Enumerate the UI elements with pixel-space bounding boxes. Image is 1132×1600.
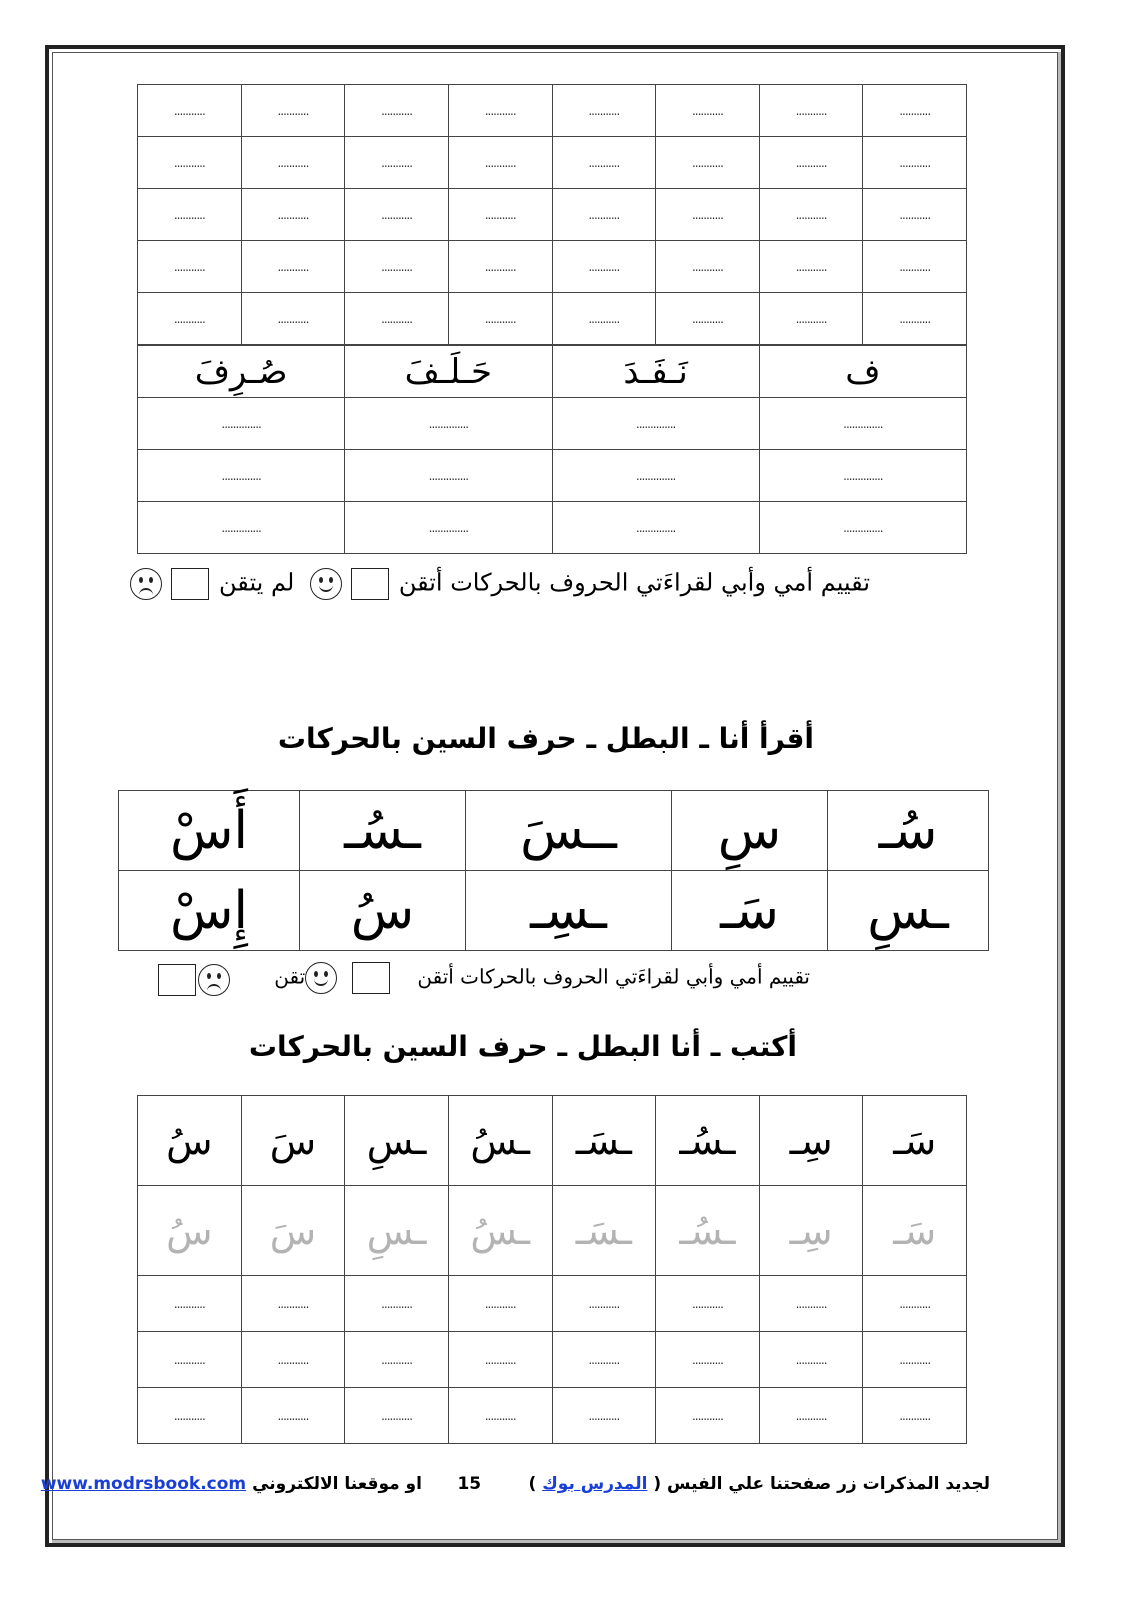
word-cell: ف xyxy=(759,346,966,398)
dotted-writing-cell[interactable]: ........... xyxy=(448,241,552,293)
dotted-writing-cell[interactable]: ........... xyxy=(759,1332,863,1388)
trace-letter-cell[interactable]: سُ xyxy=(138,1186,242,1276)
dotted-writing-cell[interactable]: ........... xyxy=(241,1332,345,1388)
grid-row xyxy=(138,1276,967,1332)
dotted-writing-cell[interactable]: ........... xyxy=(138,1388,242,1444)
dotted-writing-cell[interactable]: .............. xyxy=(552,450,759,502)
dotted-writing-cell[interactable]: ........... xyxy=(552,1388,656,1444)
letter-cell: ـسِ xyxy=(345,1096,449,1186)
dotted-writing-cell[interactable]: ........... xyxy=(552,85,656,137)
dotted-writing-cell[interactable]: ........... xyxy=(552,293,656,345)
mastered-checkbox[interactable] xyxy=(351,568,389,600)
evaluation-line-1 xyxy=(130,568,870,600)
facebook-page-link[interactable]: المدرس بوك xyxy=(542,1474,648,1494)
letter-cell: ــسَ xyxy=(466,791,672,871)
letter-cell: ـسُـ xyxy=(656,1096,760,1186)
dotted-writing-cell[interactable]: ........... xyxy=(345,85,449,137)
grid-row xyxy=(138,293,967,345)
trace-letter-cell[interactable]: سِـ xyxy=(759,1186,863,1276)
dotted-writing-cell[interactable]: ........... xyxy=(241,1388,345,1444)
dotted-writing-cell[interactable]: .............. xyxy=(138,450,345,502)
letter-cell: سُ xyxy=(300,871,466,951)
dotted-writing-cell[interactable]: .............. xyxy=(552,502,759,554)
trace-letter-cell[interactable]: ـسِ xyxy=(345,1186,449,1276)
dotted-writing-cell[interactable]: ........... xyxy=(656,293,760,345)
not-mastered-checkbox[interactable] xyxy=(158,964,196,996)
footer-close-paren: ) xyxy=(528,1474,537,1494)
letter-cell: سِ xyxy=(672,791,828,871)
dotted-writing-cell[interactable]: .............. xyxy=(759,450,966,502)
dotted-writing-cell[interactable]: ........... xyxy=(345,1276,449,1332)
write-trace-row xyxy=(138,1186,967,1276)
dotted-writing-cell[interactable]: ........... xyxy=(759,137,863,189)
sad-face-icon xyxy=(130,568,162,600)
grid-row xyxy=(138,450,967,502)
dotted-writing-cell[interactable]: ........... xyxy=(552,1276,656,1332)
happy-face-icon xyxy=(310,568,342,600)
dotted-writing-cell[interactable]: ........... xyxy=(552,1332,656,1388)
trace-letter-cell[interactable]: سَـ xyxy=(863,1186,967,1276)
letter-cell: سَـ xyxy=(863,1096,967,1186)
writing-grid-top xyxy=(137,84,967,345)
grid-row xyxy=(138,1332,967,1388)
letter-cell: سَـ xyxy=(672,871,828,951)
dotted-writing-cell[interactable]: ........... xyxy=(656,1276,760,1332)
dotted-writing-cell[interactable]: ........... xyxy=(656,241,760,293)
dotted-writing-cell[interactable]: ........... xyxy=(759,85,863,137)
dotted-writing-cell[interactable]: ........... xyxy=(552,137,656,189)
letter-cell: ـسَـ xyxy=(552,1096,656,1186)
dotted-writing-cell[interactable]: ........... xyxy=(656,1332,760,1388)
grid-row xyxy=(138,85,967,137)
letter-cell: ـسِ xyxy=(828,871,989,951)
dotted-writing-cell[interactable]: ........... xyxy=(448,1276,552,1332)
dotted-writing-cell[interactable]: ........... xyxy=(345,137,449,189)
footer xyxy=(40,1474,990,1504)
letter-cell: سُـ xyxy=(828,791,989,871)
footer-site-text: او موقعنا الالكتروني xyxy=(252,1474,422,1494)
dotted-writing-cell[interactable]: ........... xyxy=(345,189,449,241)
dotted-writing-cell[interactable]: .............. xyxy=(759,398,966,450)
dotted-writing-cell[interactable]: ........... xyxy=(241,189,345,241)
dotted-writing-cell[interactable]: ........... xyxy=(241,85,345,137)
evaluation-line-2 xyxy=(274,962,810,994)
dotted-writing-cell[interactable]: ........... xyxy=(656,85,760,137)
dotted-writing-cell[interactable]: ........... xyxy=(138,1332,242,1388)
read-row-1 xyxy=(119,791,989,871)
dotted-writing-cell[interactable]: ........... xyxy=(863,189,967,241)
evaluation-line-2-sad xyxy=(156,964,230,996)
dotted-writing-cell[interactable]: ........... xyxy=(448,293,552,345)
dotted-writing-cell[interactable]: ........... xyxy=(448,1388,552,1444)
words-row xyxy=(138,346,967,398)
dotted-writing-cell[interactable]: ........... xyxy=(241,241,345,293)
dotted-writing-cell[interactable]: ........... xyxy=(552,189,656,241)
not-mastered-checkbox[interactable] xyxy=(171,568,209,600)
website-link[interactable]: www.modrsbook.com xyxy=(40,1474,247,1494)
dotted-writing-cell[interactable]: ........... xyxy=(863,1332,967,1388)
dotted-writing-cell[interactable]: ........... xyxy=(863,1388,967,1444)
dotted-writing-cell[interactable]: ........... xyxy=(138,241,242,293)
grid-row xyxy=(138,137,967,189)
dotted-writing-cell[interactable]: ........... xyxy=(138,85,242,137)
dotted-writing-cell[interactable]: ........... xyxy=(138,293,242,345)
dotted-writing-cell[interactable]: .............. xyxy=(138,502,345,554)
read-row-2 xyxy=(119,871,989,951)
dotted-writing-cell[interactable]: ........... xyxy=(448,137,552,189)
letter-cell: ـسُـ xyxy=(300,791,466,871)
dotted-writing-cell[interactable]: ........... xyxy=(448,189,552,241)
dotted-writing-cell[interactable]: ........... xyxy=(241,293,345,345)
grid-row xyxy=(138,241,967,293)
trace-letter-cell[interactable]: ـسَـ xyxy=(552,1186,656,1276)
dotted-writing-cell[interactable]: ........... xyxy=(448,85,552,137)
dotted-writing-cell[interactable]: ........... xyxy=(759,1276,863,1332)
grid-row xyxy=(138,502,967,554)
dotted-writing-cell[interactable]: ........... xyxy=(656,189,760,241)
dotted-writing-cell[interactable]: .............. xyxy=(759,502,966,554)
dotted-writing-cell[interactable]: ........... xyxy=(345,1332,449,1388)
dotted-writing-cell[interactable]: ........... xyxy=(863,1276,967,1332)
letter-cell: إِسْ xyxy=(119,871,300,951)
dotted-writing-cell[interactable]: ........... xyxy=(241,137,345,189)
dotted-writing-cell[interactable]: ........... xyxy=(138,1276,242,1332)
evaluation-suffix: تقن xyxy=(274,964,306,989)
grid-row xyxy=(138,398,967,450)
dotted-writing-cell[interactable]: .............. xyxy=(138,398,345,450)
word-cell: حَـلَـفَ xyxy=(345,346,552,398)
write-letters-table xyxy=(137,1095,967,1444)
word-cell: نَـفَـدَ xyxy=(552,346,759,398)
letter-cell: أَسْ xyxy=(119,791,300,871)
dotted-writing-cell[interactable]: ........... xyxy=(656,137,760,189)
write-heading: أكتب ـ أنا البطل ـ حرف السين بالحركات xyxy=(248,1030,797,1063)
mastered-checkbox[interactable] xyxy=(352,962,390,994)
evaluation-text: تقييم أمي وأبي لقراءَتي الحروف بالحركات أتقن xyxy=(417,964,810,989)
trace-letter-cell[interactable]: ـسُـ xyxy=(656,1186,760,1276)
dotted-writing-cell[interactable]: .............. xyxy=(345,502,552,554)
dotted-writing-cell[interactable]: ........... xyxy=(759,241,863,293)
dotted-writing-cell[interactable]: ........... xyxy=(345,1388,449,1444)
trace-letter-cell[interactable]: ـسُ xyxy=(448,1186,552,1276)
not-mastered-label: لم يتقن xyxy=(219,568,295,597)
sad-face-icon xyxy=(198,964,230,996)
dotted-writing-cell[interactable]: .............. xyxy=(345,398,552,450)
word-cell: صُـرِفَ xyxy=(138,346,345,398)
footer-prefix: لجديد المذكرات زر صفحتنا علي الفيس ( xyxy=(653,1474,990,1494)
letter-cell: سِـ xyxy=(759,1096,863,1186)
letter-cell: سُ xyxy=(138,1096,242,1186)
dotted-writing-cell[interactable]: ........... xyxy=(345,293,449,345)
dotted-writing-cell[interactable]: ........... xyxy=(863,241,967,293)
dotted-writing-cell[interactable]: ........... xyxy=(863,85,967,137)
dotted-writing-cell[interactable]: ........... xyxy=(552,241,656,293)
read-heading: أقرأ أنا ـ البطل ـ حرف السين بالحركات xyxy=(277,722,814,755)
dotted-writing-cell[interactable]: ........... xyxy=(863,293,967,345)
grid-row xyxy=(138,1388,967,1444)
trace-letter-cell[interactable]: سَ xyxy=(241,1186,345,1276)
dotted-writing-cell[interactable]: ........... xyxy=(241,1276,345,1332)
dotted-writing-cell[interactable]: ........... xyxy=(345,241,449,293)
letter-cell: ـسِـ xyxy=(466,871,672,951)
page-number: 15 xyxy=(457,1474,482,1494)
dotted-writing-cell[interactable]: ........... xyxy=(138,189,242,241)
dotted-writing-cell[interactable]: .............. xyxy=(552,398,759,450)
dotted-writing-cell[interactable]: ........... xyxy=(863,137,967,189)
dotted-writing-cell[interactable]: ........... xyxy=(138,137,242,189)
dotted-writing-cell[interactable]: ........... xyxy=(759,1388,863,1444)
dotted-writing-cell[interactable]: ........... xyxy=(448,1332,552,1388)
words-table xyxy=(137,345,967,554)
letter-cell: ـسُ xyxy=(448,1096,552,1186)
evaluation-text: تقييم أمي وأبي لقراءَتي الحروف بالحركات أتقن xyxy=(398,568,870,597)
dotted-writing-cell[interactable]: ........... xyxy=(759,189,863,241)
dotted-writing-cell[interactable]: .............. xyxy=(345,450,552,502)
letter-cell: سَ xyxy=(241,1096,345,1186)
happy-face-icon xyxy=(305,962,337,994)
dotted-writing-cell[interactable]: ........... xyxy=(656,1388,760,1444)
write-letters-row xyxy=(138,1096,967,1186)
grid-row xyxy=(138,189,967,241)
read-letters-table xyxy=(118,790,989,951)
dotted-writing-cell[interactable]: ........... xyxy=(759,293,863,345)
